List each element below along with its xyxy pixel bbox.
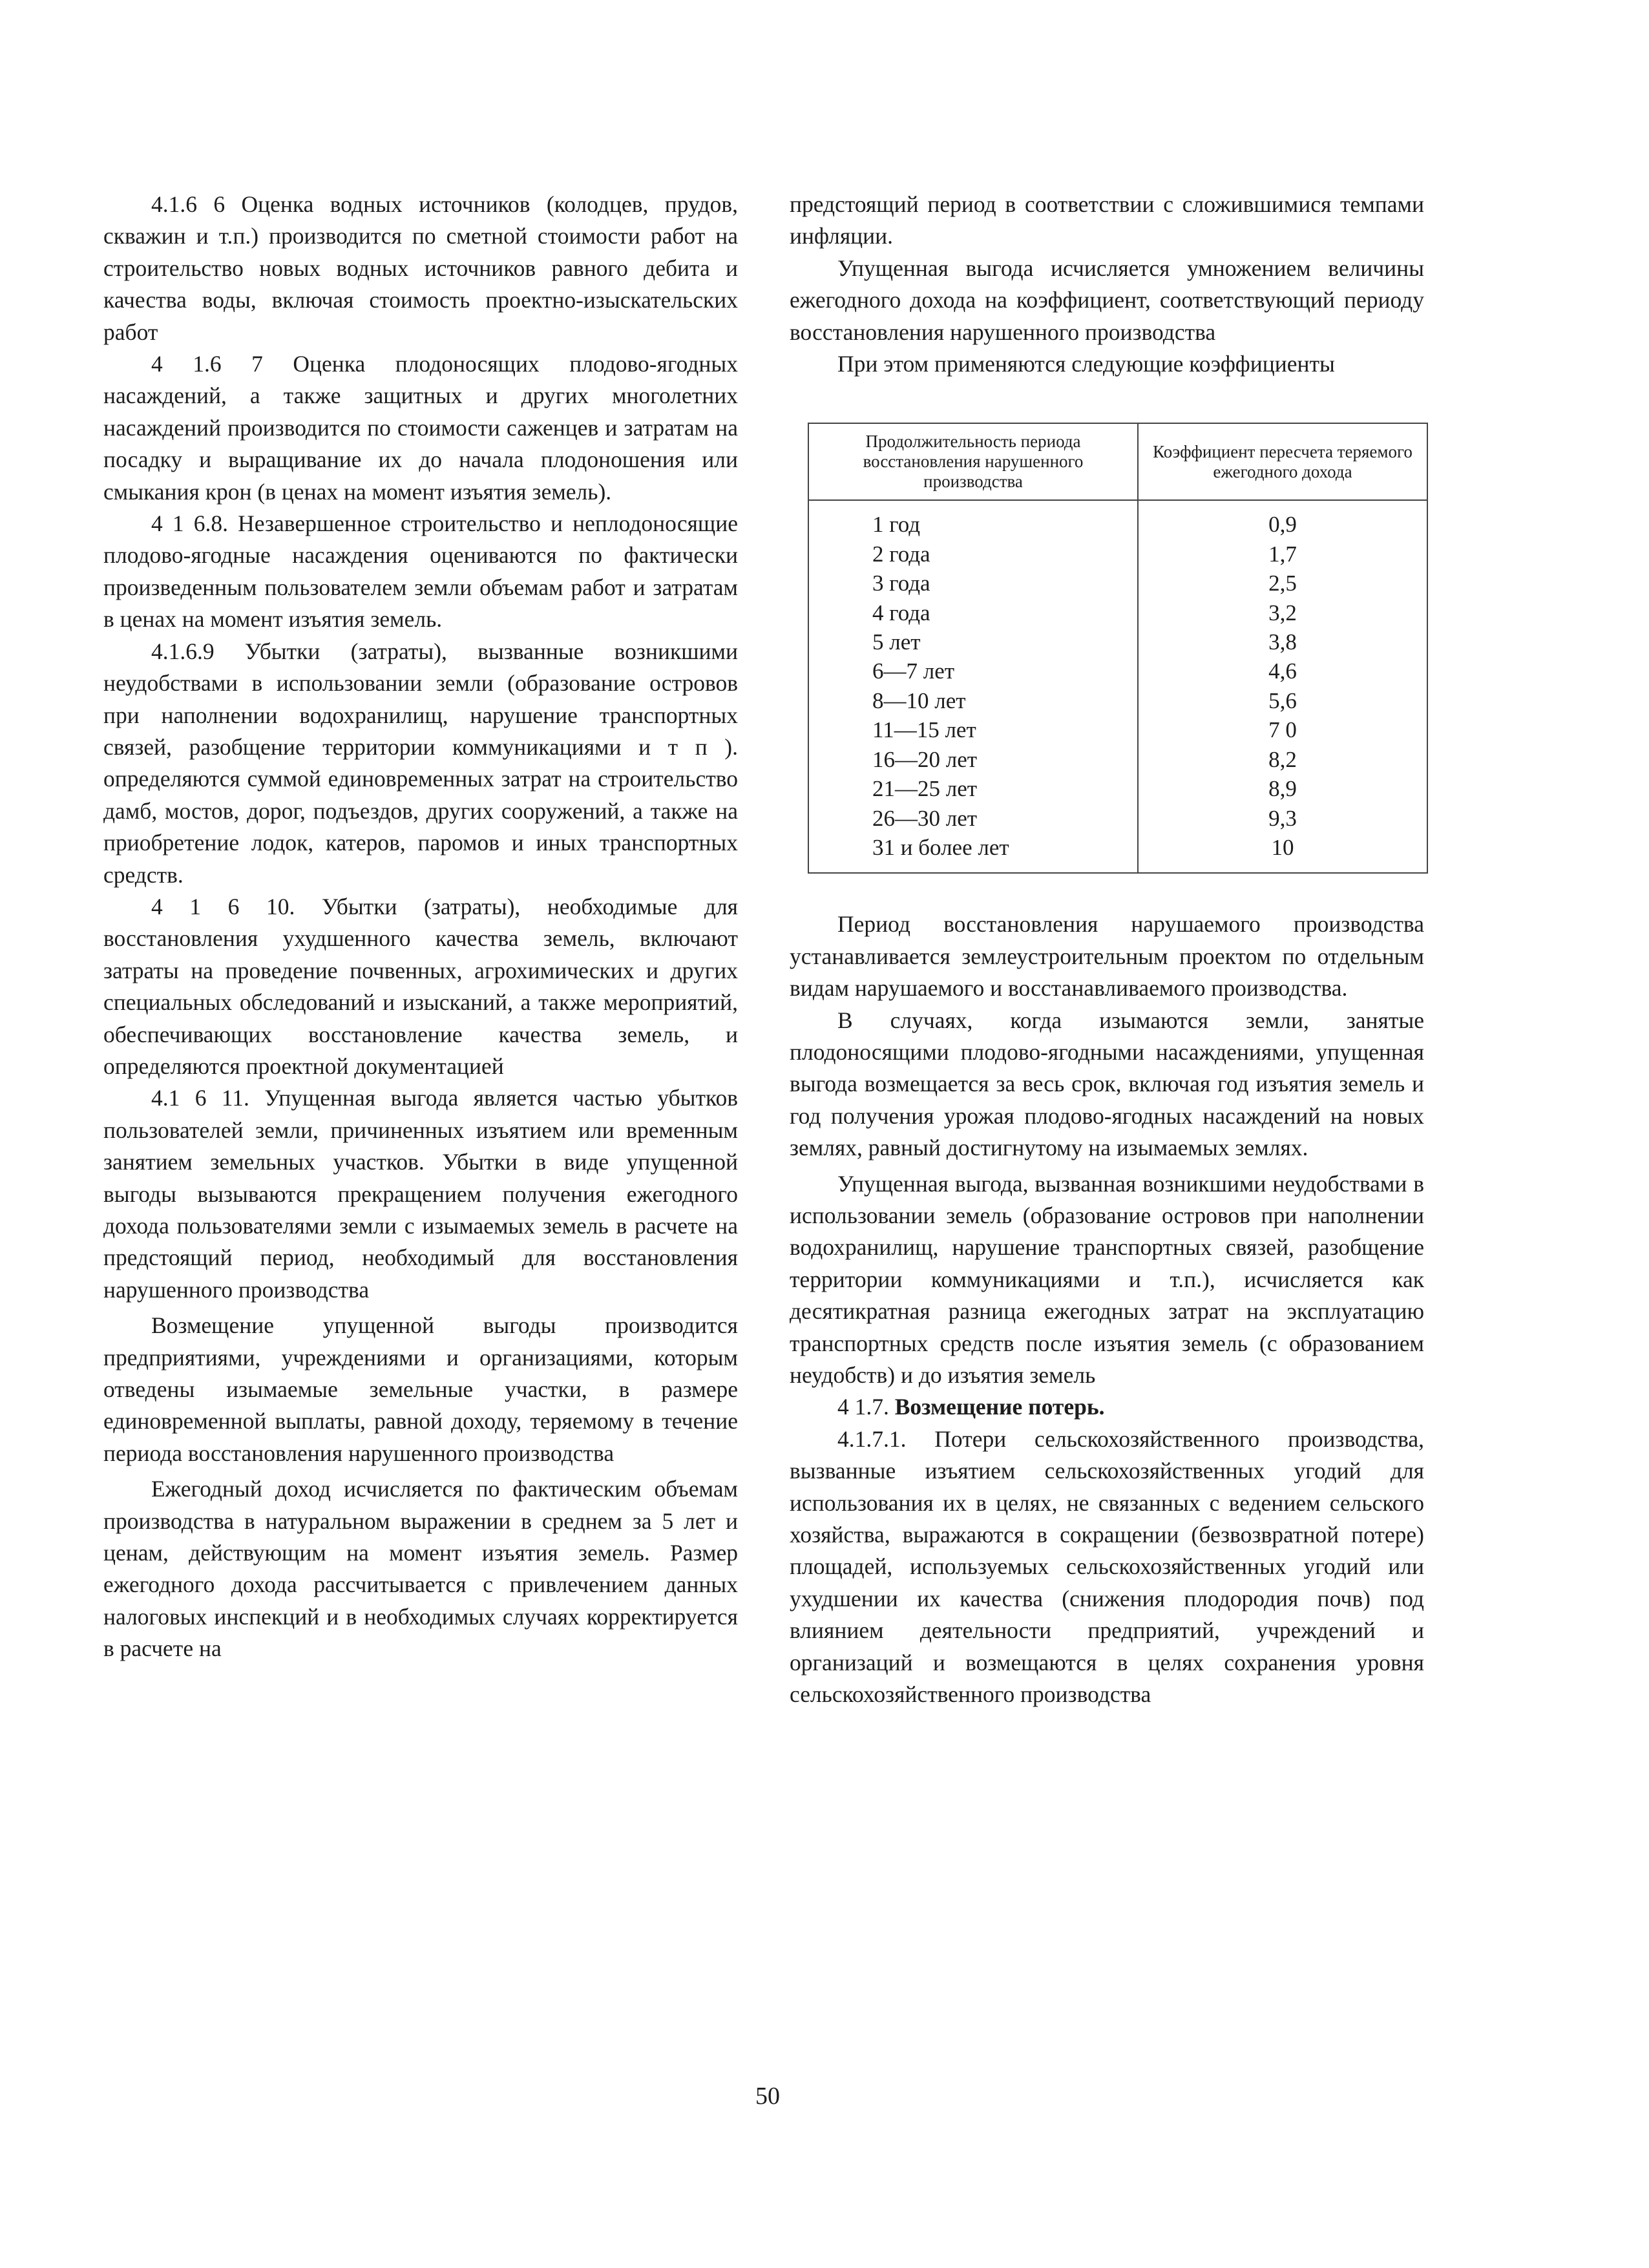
paragraph-4-1-6-10: 4 1 6 10. Убытки (затраты), необходимые для восстановления ухудшенного качества земель, включают затраты на проведение почвенных, агрохимических и других специальных обследований и изысканий, а также мероприятий, обеспечивающих восстановление качества земель, и определяются проектной документацией — [103, 893, 738, 1079]
table-header-row — [808, 423, 1427, 500]
page-number: 50 — [755, 2083, 780, 2110]
paragraph-restoration-period: Период восстановления нарушаемого производства устанавливается землеустроительным проектом по отдельным видам нарушаемого и восстанавливаемого производства. — [790, 911, 1424, 1002]
coefficient-cell: 3,8 — [1138, 627, 1427, 656]
period-cell: 26—30 лет — [808, 804, 1138, 833]
coefficient-cell: 8,9 — [1138, 774, 1427, 803]
table-row — [808, 598, 1427, 627]
table-header-coefficient: Коэффициент пересчета теряемого ежегодного дохода — [1138, 423, 1427, 500]
table-row — [808, 833, 1427, 873]
coefficient-cell: 2,5 — [1138, 569, 1427, 598]
coefficient-cell: 4,6 — [1138, 656, 1427, 686]
table-row — [808, 500, 1427, 539]
table-row — [808, 569, 1427, 598]
period-cell: 1 год — [808, 500, 1138, 539]
paragraph-orchards: В случаях, когда изымаются земли, занятые плодоносящими плодово-ягодными насаждениями, упущенная выгода возмещается за весь срок, включая год изъятия земель и год получения урожая плодово-ягодных насаждений на новых землях, равный достигнутому на изымаемых землях. — [790, 1007, 1424, 1161]
coefficient-cell: 5,6 — [1138, 686, 1427, 715]
period-cell: 8—10 лет — [808, 686, 1138, 715]
table-row — [808, 715, 1427, 744]
paragraph-4-1-6-9: 4.1.6.9 Убытки (затраты), вызванные возникшими неудобствами в использовании земли (образование островов при наполнении водохранилищ, нарушение транспортных связей, разобщение территории коммуникациями и т п ). определяются суммой единовременных затрат на строительство дамб, мостов, дорог, подъездов, других сооружений, а также на приобретение лодок, катеров, паромов и иных транспортных средств. — [103, 638, 738, 888]
table-row — [808, 540, 1427, 569]
period-cell: 31 и более лет — [808, 833, 1138, 873]
period-cell: 2 года — [808, 540, 1138, 569]
table-row — [808, 804, 1427, 833]
period-cell: 16—20 лет — [808, 745, 1138, 774]
coefficient-cell: 7 0 — [1138, 715, 1427, 744]
period-cell: 6—7 лет — [808, 656, 1138, 686]
coefficient-cell: 0,9 — [1138, 500, 1427, 539]
section-number: 4 1.7. — [837, 1394, 889, 1420]
table-row — [808, 774, 1427, 803]
paragraph-4-1-6-7: 4 1.6 7 Оценка плодоносящих плодово-ягодных насаждений, а также защитных и других многолетних насаждений производится по стоимости саженцев и затратам на посадку и выращивание их до начала плодоношения или смыкания крон (в ценах на момент изъятия земель). — [103, 351, 738, 505]
paragraph-annual-income: Ежегодный доход исчисляется по фактическим объемам производства в натуральном выражении в среднем за 5 лет и ценам, действующим на момент изъятия земель. Размер ежегодного дохода рассчитывается с привлечением данных налоговых инспекций и в необходимых случаях корректируется в расчете на — [103, 1476, 738, 1662]
coefficient-cell: 1,7 — [1138, 540, 1427, 569]
period-cell: 21—25 лет — [808, 774, 1138, 803]
paragraph-4-1-6-11: 4.1 6 11. Упущенная выгода является частью убытков пользователей земли, причиненных изъятием или временным занятием земельных участков. Убытки в виде упущенной выгоды вызываются прекращением получения ежегодного дохода пользователями земли с изымаемых земель в расчете на предстоящий период, необходимый для восстановления нарушенного производства — [103, 1085, 738, 1303]
table-row — [808, 686, 1427, 715]
table-row — [808, 656, 1427, 686]
coefficient-table — [808, 423, 1428, 874]
paragraph-lost-profit: Упущенная выгода исчисляется умножением величины ежегодного дохода на коэффициент, соответствующий периоду восстановления нарушенного производства — [790, 255, 1424, 345]
coefficient-cell: 8,2 — [1138, 745, 1427, 774]
left-column — [103, 189, 738, 1665]
paragraph-compensation: Возмещение упущенной выгоды производится предприятиями, учреждениями и организациями, которым отведены изымаемые земельные участки, в размере единовременной выплаты, равной доходу, теряемому в течение периода восстановления нарушенного производства — [103, 1312, 738, 1466]
paragraph-4-1-6-8: 4 1 6.8. Незавершенное строительство и неплодоносящие плодово-ягодные насаждения оцениваются по фактически произведенным пользователем земли объемам работ и затратам в ценах на момент изъятия земель. — [103, 510, 738, 633]
section-heading-4-1-7 — [790, 1391, 1424, 1423]
coefficient-cell: 3,2 — [1138, 598, 1427, 627]
table-row — [808, 745, 1427, 774]
period-cell: 3 года — [808, 569, 1138, 598]
coefficient-cell: 9,3 — [1138, 804, 1427, 833]
right-column — [790, 189, 1424, 1710]
table-header-period: Продолжительность периода восстановления нарушенного производства — [808, 423, 1138, 500]
paragraph-coefficients-intro: При этом применяются следующие коэффициенты — [837, 351, 1335, 377]
paragraph-continuation: предстоящий период в соответствии с сложившимися темпами инфляции. — [790, 191, 1424, 249]
paragraph-4-1-7-1: 4.1.7.1. Потери сельскохозяйственного производства, вызванные изъятием сельскохозяйственных угодий для использования их в целях, не связанных с ведением сельского хозяйства, выражаются в сокращении (безвозвратной потере) площадей, используемых сельскохозяйственных угодий или ухудшении их качества (снижения плодородия почв) под влиянием деятельности предприятий, учреждений и организаций и возмещаются в целях сохранения уровня сельскохозяйственного производства — [790, 1425, 1424, 1708]
table-row — [808, 627, 1427, 656]
period-cell: 4 года — [808, 598, 1138, 627]
section-title: Возмещение потерь. — [894, 1394, 1105, 1420]
paragraph-inconvenience: Упущенная выгода, вызванная возникшими неудобствами в использовании земель (образование островов при наполнении водохранилищ, нарушение транспортных связей, разобщение территории коммуникациями и т.п.), исчисляется как десятикратная разница ежегодных затрат на эксплуатацию транспортных средств после изъятия земель (с образованием неудобств) и до изъятия земель — [790, 1170, 1424, 1388]
coefficient-cell: 10 — [1138, 833, 1427, 873]
period-cell: 5 лет — [808, 627, 1138, 656]
paragraph-4-1-6-6: 4.1.6 6 Оценка водных источников (колодцев, прудов, скважин и т.п.) производится по сметной стоимости работ на строительство новых водных источников равного дебита и качества воды, включая стоимость проектно-изыскательских работ — [103, 191, 738, 345]
period-cell: 11—15 лет — [808, 715, 1138, 744]
